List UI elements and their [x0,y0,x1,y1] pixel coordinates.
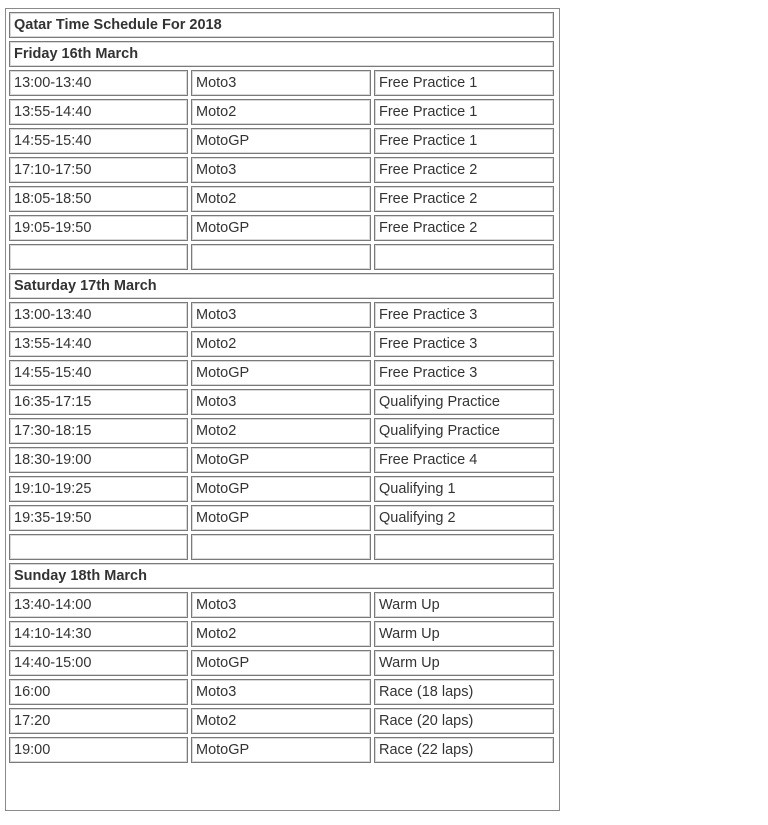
table-row [9,476,554,502]
time-cell: 13:40-14:00 [9,592,188,618]
day-heading: Friday 16th March [9,41,554,67]
class-cell [191,244,371,270]
class-cell: Moto3 [191,389,371,415]
session-cell: Free Practice 1 [374,70,554,96]
class-cell: Moto3 [191,157,371,183]
table-row [9,534,554,560]
table-row [9,99,554,125]
table-row [9,215,554,241]
table-row [9,157,554,183]
class-cell: MotoGP [191,215,371,241]
table-row [9,621,554,647]
session-cell [374,244,554,270]
table-row [9,505,554,531]
session-cell: Race (20 laps) [374,708,554,734]
table-row [9,70,554,96]
time-cell: 19:10-19:25 [9,476,188,502]
class-cell: Moto3 [191,302,371,328]
time-cell: 14:10-14:30 [9,621,188,647]
day-heading: Sunday 18th March [9,563,554,589]
schedule-title: Qatar Time Schedule For 2018 [9,12,554,38]
class-cell: Moto3 [191,70,371,96]
time-cell: 19:35-19:50 [9,505,188,531]
session-cell: Qualifying 2 [374,505,554,531]
table-row [9,302,554,328]
time-cell: 13:00-13:40 [9,302,188,328]
time-cell: 18:30-19:00 [9,447,188,473]
day-heading-row [9,41,554,67]
table-row [9,650,554,676]
class-cell: Moto2 [191,331,371,357]
class-cell: Moto2 [191,99,371,125]
time-cell: 14:40-15:00 [9,650,188,676]
session-cell: Warm Up [374,621,554,647]
class-cell: Moto3 [191,679,371,705]
time-cell: 13:00-13:40 [9,70,188,96]
time-cell [9,534,188,560]
table-row [9,679,554,705]
session-cell: Free Practice 2 [374,215,554,241]
session-cell: Race (22 laps) [374,737,554,763]
schedule-table-container [5,8,560,811]
session-cell: Free Practice 3 [374,360,554,386]
session-cell [374,534,554,560]
class-cell: Moto3 [191,592,371,618]
class-cell: MotoGP [191,128,371,154]
time-cell: 17:10-17:50 [9,157,188,183]
time-cell [9,244,188,270]
class-cell [191,534,371,560]
time-cell: 19:00 [9,737,188,763]
table-row [9,708,554,734]
session-cell: Qualifying Practice [374,418,554,444]
session-cell: Free Practice 2 [374,157,554,183]
time-cell: 14:55-15:40 [9,128,188,154]
table-row [9,360,554,386]
session-cell: Free Practice 2 [374,186,554,212]
schedule-table [6,9,557,766]
class-cell: MotoGP [191,360,371,386]
session-cell: Free Practice 1 [374,128,554,154]
time-cell: 14:55-15:40 [9,360,188,386]
class-cell: Moto2 [191,621,371,647]
session-cell: Race (18 laps) [374,679,554,705]
table-row [9,737,554,763]
time-cell: 13:55-14:40 [9,99,188,125]
class-cell: MotoGP [191,737,371,763]
class-cell: Moto2 [191,708,371,734]
day-heading: Saturday 17th March [9,273,554,299]
session-cell: Free Practice 1 [374,99,554,125]
session-cell: Free Practice 3 [374,302,554,328]
table-row [9,447,554,473]
time-cell: 13:55-14:40 [9,331,188,357]
table-row [9,128,554,154]
session-cell: Warm Up [374,592,554,618]
class-cell: MotoGP [191,505,371,531]
time-cell: 16:35-17:15 [9,389,188,415]
time-cell: 17:20 [9,708,188,734]
class-cell: MotoGP [191,476,371,502]
table-row [9,389,554,415]
table-row [9,244,554,270]
day-heading-row [9,273,554,299]
table-row [9,592,554,618]
time-cell: 18:05-18:50 [9,186,188,212]
session-cell: Qualifying Practice [374,389,554,415]
class-cell: MotoGP [191,447,371,473]
class-cell: Moto2 [191,418,371,444]
time-cell: 19:05-19:50 [9,215,188,241]
day-heading-row [9,563,554,589]
table-row [9,186,554,212]
session-cell: Warm Up [374,650,554,676]
title-row [9,12,554,38]
session-cell: Qualifying 1 [374,476,554,502]
session-cell: Free Practice 3 [374,331,554,357]
time-cell: 17:30-18:15 [9,418,188,444]
class-cell: Moto2 [191,186,371,212]
session-cell: Free Practice 4 [374,447,554,473]
table-row [9,331,554,357]
schedule-table-body [9,12,554,763]
time-cell: 16:00 [9,679,188,705]
table-row [9,418,554,444]
class-cell: MotoGP [191,650,371,676]
